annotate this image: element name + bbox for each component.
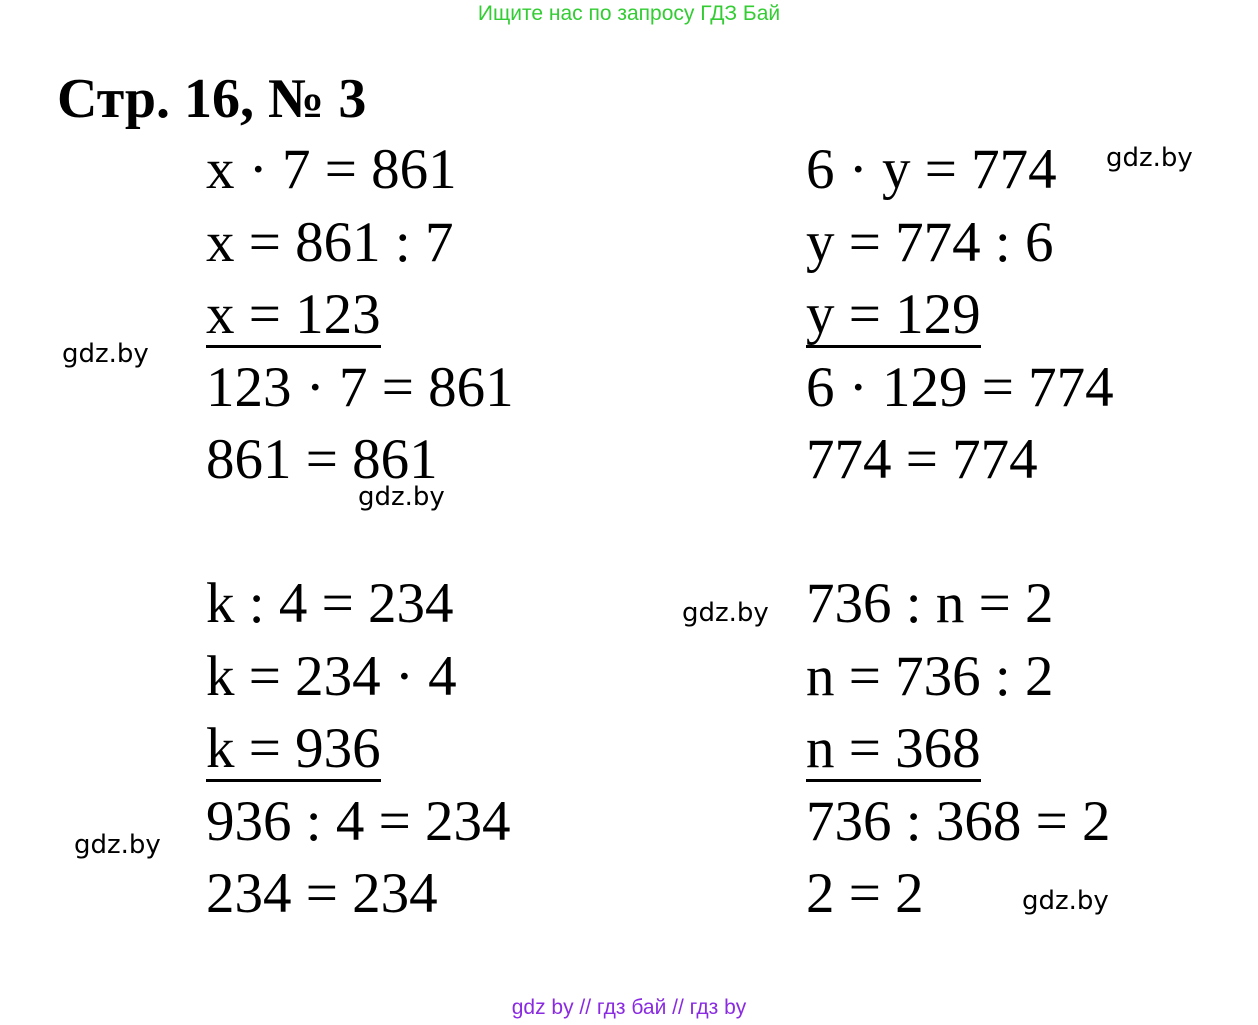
watermark-text: gdz.by [62,339,149,369]
page-title: Стр. 16, № 3 [57,68,367,130]
equation-check-result: 861 = 861 [206,428,438,491]
equation-check: 936 : 4 = 234 [206,789,511,853]
equation-block-n [806,568,1110,931]
equation-check: 6 · 129 = 774 [806,355,1114,419]
equation-line: 736 : n = 2 [806,572,1054,635]
equation-answer: n = 368 [806,717,981,780]
equation-block-k [206,568,510,931]
equation-block-x [206,134,514,497]
equation-line: 6 · y = 774 [806,138,1057,201]
equation-check: 736 : 368 = 2 [806,789,1111,853]
equation-answer: k = 936 [206,717,381,780]
equation-check: 123 · 7 = 861 [206,355,514,419]
watermark-text: gdz.by [1022,886,1109,916]
equation-check-result: 774 = 774 [806,428,1038,491]
equation-check-result: 234 = 234 [206,862,438,925]
equation-line: x · 7 = 861 [206,138,457,201]
equation-line: n = 736 : 2 [806,644,1054,708]
equation-line: y = 774 : 6 [806,210,1054,274]
watermark-text: gdz.by [358,482,445,512]
equation-line: k : 4 = 234 [206,572,454,635]
equation-answer: y = 129 [806,283,981,346]
equation-line: x = 861 : 7 [206,210,454,274]
equation-check-result: 2 = 2 [806,862,924,925]
equation-line: k = 234 · 4 [206,644,457,708]
watermark-text: gdz.by [1106,143,1193,173]
equation-block-y [806,134,1114,497]
watermark-text: gdz.by [682,598,769,628]
watermark-text: gdz.by [74,830,161,860]
top-banner: Ищите нас по запросу ГДЗ Бай [477,2,781,25]
equation-answer: x = 123 [206,283,381,346]
footer-links: gdz by // гдз бай // гдз by [511,996,747,1019]
